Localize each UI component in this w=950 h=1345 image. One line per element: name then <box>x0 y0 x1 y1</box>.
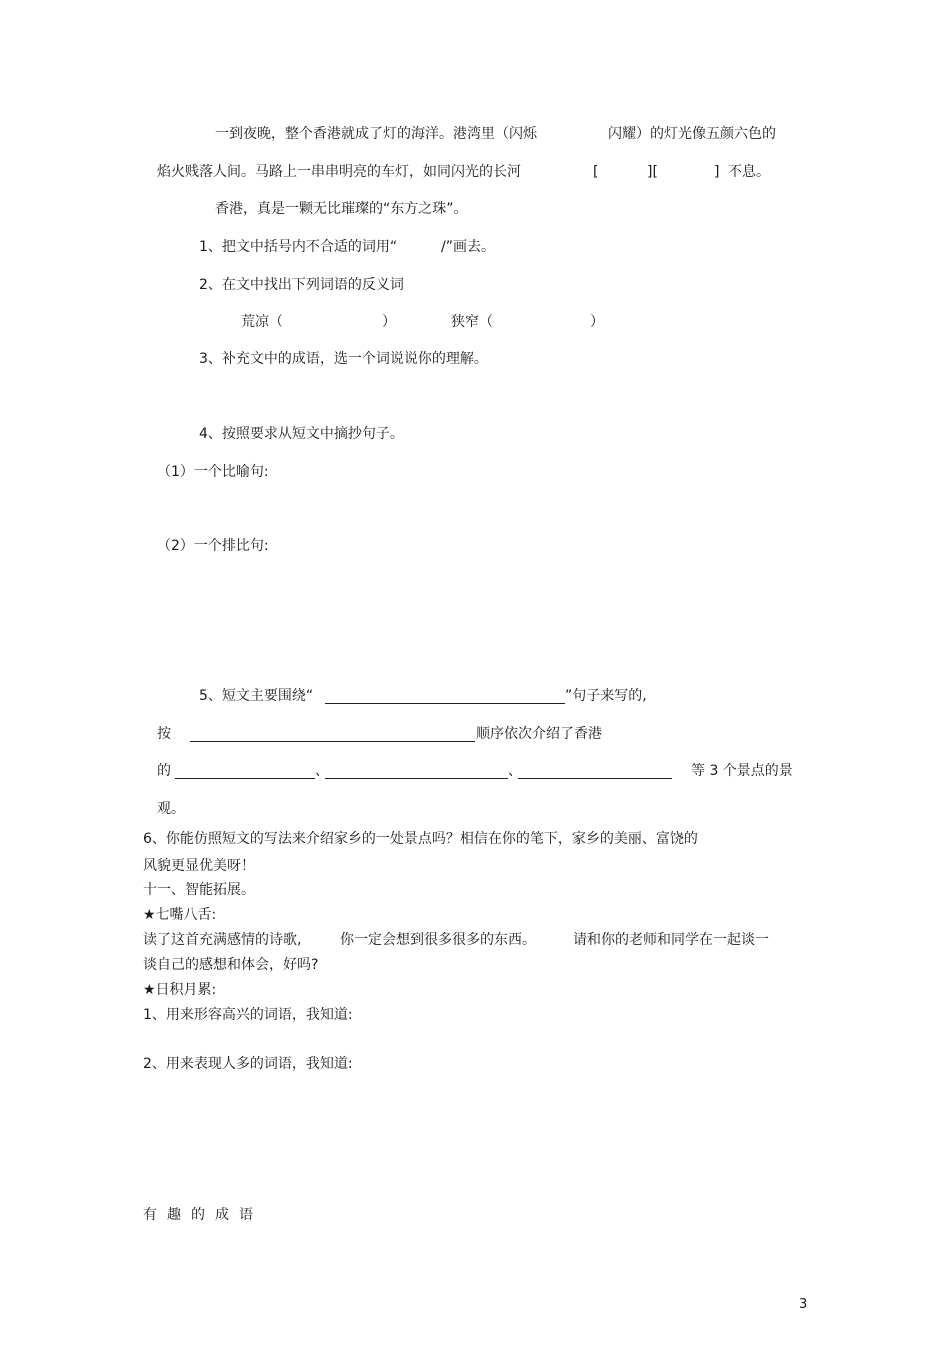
question-4-2: （2）一个排比句: <box>157 538 269 554</box>
passage-line-3: 香港，真是一颗无比璀璨的“东方之珠”。 <box>215 201 468 217</box>
question-5a: 5、短文主要围绕“ <box>199 688 314 704</box>
question-5d: 顺序依次介绍了香港 <box>476 726 602 742</box>
question-6a: 6、你能仿照短文的写法来介绍家乡的一处景点吗？相信在你的笔下，家乡的美丽、富饶的 <box>143 831 698 847</box>
question-6b: 风貌更显优美呀！ <box>143 858 255 874</box>
talk-title: ★七嘴八舌: <box>143 907 217 923</box>
bracket-open: [ <box>593 164 599 180</box>
passage-line-2a: 焰火贱落人间。马路上一串串明亮的车灯，如同闪光的长河 <box>157 164 521 180</box>
separator-2: 、 <box>508 763 522 779</box>
section-heading: 十一、智能拓展。 <box>143 882 255 898</box>
blank-line-5a[interactable] <box>325 703 565 704</box>
passage-line-1a: 一到夜晚，整个香港就成了灯的海洋。港湾里（闪烁 <box>215 126 537 142</box>
bracket-mid: ][ <box>647 164 658 180</box>
talk-text-4: 谈自己的感想和体会，好吗? <box>143 957 319 973</box>
antonym-close-1: ） <box>382 314 396 330</box>
question-5f: 等 3 个景点的景 <box>691 763 793 779</box>
blank-line-5e[interactable] <box>518 778 672 779</box>
question-4: 4、按照要求从短文中摘抄句子。 <box>199 426 404 442</box>
accumulation-item-2: 2、用来表现人多的词语，我知道: <box>143 1056 353 1072</box>
question-3: 3、补充文中的成语，选一个词说说你的理解。 <box>199 351 488 367</box>
blank-line-5d[interactable] <box>325 778 508 779</box>
talk-text-3: 请和你的老师和同学在一起谈一 <box>573 932 769 948</box>
blank-line-5c[interactable] <box>175 778 315 779</box>
question-5b: ”句子来写的, <box>565 688 647 704</box>
passage-line-1b: 闪耀）的灯光像五颜六色的 <box>608 126 776 142</box>
accumulation-title: ★日积月累: <box>143 982 217 998</box>
talk-text-2: 你一定会想到很多很多的东西。 <box>340 932 536 948</box>
idioms-title: 有趣的成语 <box>143 1207 263 1223</box>
question-2: 2、在文中找出下列词语的反义词 <box>199 277 404 293</box>
antonym-word-1: 荒凉（ <box>241 314 283 330</box>
bracket-close: ] <box>714 164 720 180</box>
question-1b: /”画去。 <box>441 239 495 255</box>
question-5c: 按 <box>157 726 171 742</box>
question-5g: 观。 <box>157 801 185 817</box>
talk-text-1: 读了这首充满感情的诗歌, <box>143 932 302 948</box>
passage-line-2c: 不息。 <box>728 164 770 180</box>
antonym-close-2: ） <box>590 314 604 330</box>
blank-line-5b[interactable] <box>190 741 475 742</box>
separator-1: 、 <box>315 763 329 779</box>
page-number: 3 <box>799 1297 808 1312</box>
accumulation-item-1: 1、用来形容高兴的词语，我知道: <box>143 1007 353 1023</box>
question-4-1: （1）一个比喻句: <box>157 464 269 480</box>
question-1a: 1、把文中括号内不合适的词用“ <box>199 239 398 255</box>
question-5e: 的 <box>157 763 171 779</box>
antonym-word-2: 狭窄（ <box>451 314 493 330</box>
